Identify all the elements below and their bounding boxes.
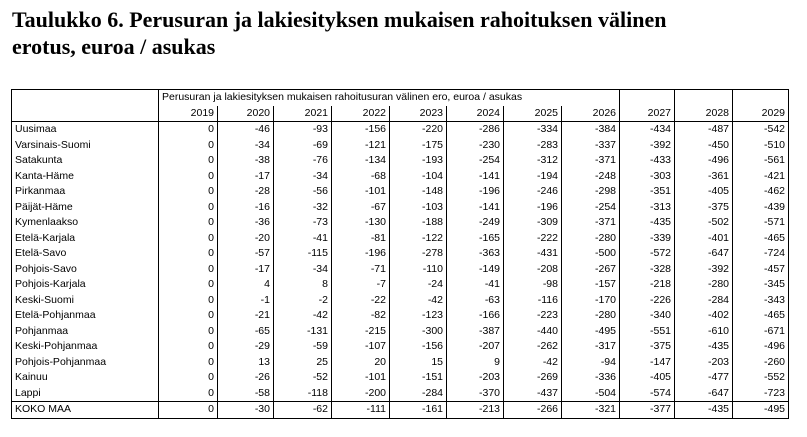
value-cell: -496	[733, 339, 789, 355]
value-cell: -41	[274, 231, 332, 247]
value-cell: -267	[562, 262, 620, 278]
value-cell: -207	[447, 339, 504, 355]
value-cell: -17	[218, 262, 274, 278]
value-cell: 0	[159, 246, 218, 262]
value-cell: -303	[620, 169, 675, 185]
value-cell: -103	[390, 200, 447, 216]
data-table	[11, 89, 789, 419]
caption-blank	[675, 90, 733, 106]
value-cell: -110	[390, 262, 447, 278]
value-cell: -166	[447, 308, 504, 324]
value-cell: -280	[562, 231, 620, 247]
value-cell: -196	[447, 184, 504, 200]
value-cell: -147	[620, 355, 675, 371]
value-cell: -46	[218, 122, 274, 138]
value-cell: -52	[274, 370, 332, 386]
value-cell: -157	[562, 277, 620, 293]
value-cell: -38	[218, 153, 274, 169]
value-cell: -309	[504, 215, 562, 231]
value-cell: 15	[390, 355, 447, 371]
region-name: Pohjanmaa	[12, 324, 159, 340]
value-cell: -2	[274, 293, 332, 309]
table-row	[12, 293, 789, 309]
value-cell: -203	[675, 355, 733, 371]
region-name: Keski-Suomi	[12, 293, 159, 309]
value-cell: -218	[620, 277, 675, 293]
region-name: Etelä-Pohjanmaa	[12, 308, 159, 324]
value-cell: -141	[447, 200, 504, 216]
value-cell: -141	[447, 169, 504, 185]
title-line-1: Taulukko 6. Perusuran ja lakiesityksen mukaisen rahoituksen välinen	[12, 7, 667, 32]
value-cell: -213	[447, 402, 504, 419]
table-row	[12, 200, 789, 216]
value-cell: -254	[562, 200, 620, 216]
value-cell: -196	[332, 246, 390, 262]
region-name: Kainuu	[12, 370, 159, 386]
value-cell: -82	[332, 308, 390, 324]
value-cell: 25	[274, 355, 332, 371]
value-cell: -249	[447, 215, 504, 231]
value-cell: 0	[159, 122, 218, 138]
value-cell: -1	[218, 293, 274, 309]
value-cell: -223	[504, 308, 562, 324]
value-cell: -351	[620, 184, 675, 200]
value-cell: -571	[733, 215, 789, 231]
value-cell: -57	[218, 246, 274, 262]
value-cell: -377	[620, 402, 675, 419]
value-cell: 0	[159, 262, 218, 278]
value-cell: -20	[218, 231, 274, 247]
year-header: 2029	[733, 106, 789, 122]
value-cell: -496	[675, 153, 733, 169]
value-cell: 20	[332, 355, 390, 371]
value-cell: -610	[675, 324, 733, 340]
region-name: Lappi	[12, 386, 159, 402]
value-cell: -370	[447, 386, 504, 402]
value-cell: -371	[562, 215, 620, 231]
value-cell: -116	[504, 293, 562, 309]
region-name: Uusimaa	[12, 122, 159, 138]
value-cell: -34	[218, 138, 274, 154]
value-cell: 0	[159, 169, 218, 185]
value-cell: -450	[675, 138, 733, 154]
value-cell: -434	[620, 122, 675, 138]
value-cell: -334	[504, 122, 562, 138]
value-cell: -405	[675, 184, 733, 200]
value-cell: -300	[390, 324, 447, 340]
value-cell: -266	[504, 402, 562, 419]
value-cell: -230	[447, 138, 504, 154]
year-header: 2026	[562, 106, 620, 122]
value-cell: -220	[390, 122, 447, 138]
table-title	[12, 6, 802, 60]
table-caption: Perusuran ja lakiesityksen mukaisen rahoitusuran välinen ero, euroa / asukas	[159, 90, 620, 106]
value-cell: -284	[390, 386, 447, 402]
value-cell: -175	[390, 138, 447, 154]
value-cell: -215	[332, 324, 390, 340]
value-cell: -62	[274, 402, 332, 419]
region-name: Kanta-Häme	[12, 169, 159, 185]
table-row	[12, 184, 789, 200]
value-cell: -56	[274, 184, 332, 200]
caption-blank	[733, 90, 789, 106]
value-cell: -724	[733, 246, 789, 262]
value-cell: -371	[562, 153, 620, 169]
value-cell: -437	[504, 386, 562, 402]
value-cell: -345	[733, 277, 789, 293]
value-cell: -222	[504, 231, 562, 247]
region-name: Etelä-Karjala	[12, 231, 159, 247]
value-cell: -156	[332, 122, 390, 138]
value-cell: -465	[733, 308, 789, 324]
value-cell: -387	[447, 324, 504, 340]
value-cell: -111	[332, 402, 390, 419]
value-cell: -510	[733, 138, 789, 154]
value-cell: -435	[675, 339, 733, 355]
table-row	[12, 169, 789, 185]
value-cell: 0	[159, 355, 218, 371]
table-row	[12, 277, 789, 293]
value-cell: -313	[620, 200, 675, 216]
year-header-row	[12, 106, 789, 122]
value-cell: -17	[218, 169, 274, 185]
value-cell: -551	[620, 324, 675, 340]
value-cell: -280	[675, 277, 733, 293]
value-cell: -542	[733, 122, 789, 138]
value-cell: 0	[159, 200, 218, 216]
region-name: Varsinais-Suomi	[12, 138, 159, 154]
table-row	[12, 339, 789, 355]
total-row	[12, 402, 789, 419]
value-cell: 0	[159, 324, 218, 340]
value-cell: -283	[504, 138, 562, 154]
value-cell: -435	[620, 215, 675, 231]
value-cell: -284	[675, 293, 733, 309]
value-cell: -500	[562, 246, 620, 262]
value-cell: -67	[332, 200, 390, 216]
value-cell: -440	[504, 324, 562, 340]
value-cell: -156	[390, 339, 447, 355]
value-cell: -101	[332, 184, 390, 200]
value-cell: 9	[447, 355, 504, 371]
value-cell: -421	[733, 169, 789, 185]
value-cell: -495	[733, 402, 789, 419]
value-cell: -42	[504, 355, 562, 371]
value-cell: -477	[675, 370, 733, 386]
region-name: Päijät-Häme	[12, 200, 159, 216]
year-header: 2023	[390, 106, 447, 122]
region-name: Pohjois-Savo	[12, 262, 159, 278]
value-cell: 0	[159, 308, 218, 324]
value-cell: -165	[447, 231, 504, 247]
value-cell: -122	[390, 231, 447, 247]
value-cell: -115	[274, 246, 332, 262]
table-row	[12, 386, 789, 402]
value-cell: -572	[620, 246, 675, 262]
region-name: Pirkanmaa	[12, 184, 159, 200]
value-cell: -561	[733, 153, 789, 169]
table-row	[12, 355, 789, 371]
value-cell: -384	[562, 122, 620, 138]
value-cell: -647	[675, 386, 733, 402]
value-cell: -188	[390, 215, 447, 231]
table-row	[12, 370, 789, 386]
value-cell: -69	[274, 138, 332, 154]
value-cell: -280	[562, 308, 620, 324]
value-cell: -24	[390, 277, 447, 293]
table-row	[12, 138, 789, 154]
value-cell: -321	[562, 402, 620, 419]
value-cell: -59	[274, 339, 332, 355]
value-cell: -343	[733, 293, 789, 309]
caption-row	[12, 90, 789, 106]
value-cell: 0	[159, 184, 218, 200]
region-name: Satakunta	[12, 153, 159, 169]
value-cell: -336	[562, 370, 620, 386]
value-cell: -193	[390, 153, 447, 169]
region-name: Pohjois-Pohjanmaa	[12, 355, 159, 371]
value-cell: -151	[390, 370, 447, 386]
value-cell: -278	[390, 246, 447, 262]
year-header: 2021	[274, 106, 332, 122]
value-cell: -402	[675, 308, 733, 324]
title-line-2: erotus, euroa / asukas	[12, 34, 216, 59]
value-cell: -16	[218, 200, 274, 216]
value-cell: -647	[675, 246, 733, 262]
value-cell: -552	[733, 370, 789, 386]
value-cell: 8	[274, 277, 332, 293]
value-cell: -131	[274, 324, 332, 340]
value-cell: -123	[390, 308, 447, 324]
value-cell: 0	[159, 215, 218, 231]
value-cell: -405	[620, 370, 675, 386]
year-header: 2020	[218, 106, 274, 122]
value-cell: -118	[274, 386, 332, 402]
value-cell: -502	[675, 215, 733, 231]
year-header: 2019	[159, 106, 218, 122]
table-row	[12, 246, 789, 262]
table-row	[12, 215, 789, 231]
value-cell: 13	[218, 355, 274, 371]
year-header: 2024	[447, 106, 504, 122]
value-cell: -134	[332, 153, 390, 169]
value-cell: -94	[562, 355, 620, 371]
value-cell: -487	[675, 122, 733, 138]
value-cell: -392	[620, 138, 675, 154]
value-cell: -71	[332, 262, 390, 278]
value-cell: -203	[447, 370, 504, 386]
value-cell: -248	[562, 169, 620, 185]
value-cell: -457	[733, 262, 789, 278]
value-cell: -170	[562, 293, 620, 309]
value-cell: -401	[675, 231, 733, 247]
table-row	[12, 262, 789, 278]
year-header: 2027	[620, 106, 675, 122]
value-cell: 0	[159, 402, 218, 419]
value-cell: -208	[504, 262, 562, 278]
value-cell: -433	[620, 153, 675, 169]
value-cell: -107	[332, 339, 390, 355]
value-cell: -73	[274, 215, 332, 231]
value-cell: -104	[390, 169, 447, 185]
value-cell: -328	[620, 262, 675, 278]
value-cell: 0	[159, 293, 218, 309]
value-cell: -375	[620, 339, 675, 355]
value-cell: -337	[562, 138, 620, 154]
value-cell: -246	[504, 184, 562, 200]
value-cell: -76	[274, 153, 332, 169]
value-cell: -312	[504, 153, 562, 169]
value-cell: -81	[332, 231, 390, 247]
value-cell: -121	[332, 138, 390, 154]
value-cell: 0	[159, 386, 218, 402]
value-cell: -495	[562, 324, 620, 340]
region-name: Kymenlaakso	[12, 215, 159, 231]
value-cell: -574	[620, 386, 675, 402]
value-cell: -439	[733, 200, 789, 216]
value-cell: -723	[733, 386, 789, 402]
value-cell: -431	[504, 246, 562, 262]
region-name: Keski-Pohjanmaa	[12, 339, 159, 355]
value-cell: -435	[675, 402, 733, 419]
region-name: Pohjois-Karjala	[12, 277, 159, 293]
value-cell: -42	[274, 308, 332, 324]
value-cell: -30	[218, 402, 274, 419]
value-cell: -375	[675, 200, 733, 216]
value-cell: -262	[504, 339, 562, 355]
value-cell: -29	[218, 339, 274, 355]
value-cell: -65	[218, 324, 274, 340]
value-cell: -34	[274, 169, 332, 185]
value-cell: -200	[332, 386, 390, 402]
year-header: 2025	[504, 106, 562, 122]
value-cell: -194	[504, 169, 562, 185]
value-cell: -260	[733, 355, 789, 371]
value-cell: 0	[159, 231, 218, 247]
value-cell: -101	[332, 370, 390, 386]
value-cell: -26	[218, 370, 274, 386]
region-name: Etelä-Savo	[12, 246, 159, 262]
caption-blank	[12, 90, 159, 106]
region-header-blank	[12, 106, 159, 122]
table-row	[12, 231, 789, 247]
value-cell: -361	[675, 169, 733, 185]
table-row	[12, 324, 789, 340]
table-row	[12, 153, 789, 169]
value-cell: -98	[504, 277, 562, 293]
value-cell: -34	[274, 262, 332, 278]
value-cell: -32	[274, 200, 332, 216]
year-header: 2028	[675, 106, 733, 122]
value-cell: -42	[390, 293, 447, 309]
year-header: 2022	[332, 106, 390, 122]
value-cell: -28	[218, 184, 274, 200]
value-cell: 0	[159, 339, 218, 355]
value-cell: 0	[159, 153, 218, 169]
value-cell: -130	[332, 215, 390, 231]
value-cell: -68	[332, 169, 390, 185]
value-cell: -298	[562, 184, 620, 200]
region-name: KOKO MAA	[12, 402, 159, 419]
value-cell: -462	[733, 184, 789, 200]
value-cell: -269	[504, 370, 562, 386]
value-cell: 0	[159, 277, 218, 293]
value-cell: -465	[733, 231, 789, 247]
table-row	[12, 308, 789, 324]
value-cell: -392	[675, 262, 733, 278]
value-cell: -63	[447, 293, 504, 309]
value-cell: -340	[620, 308, 675, 324]
value-cell: -226	[620, 293, 675, 309]
value-cell: 0	[159, 370, 218, 386]
value-cell: -149	[447, 262, 504, 278]
value-cell: -21	[218, 308, 274, 324]
value-cell: -41	[447, 277, 504, 293]
table-row	[12, 122, 789, 138]
value-cell: -286	[447, 122, 504, 138]
value-cell: -148	[390, 184, 447, 200]
value-cell: 0	[159, 138, 218, 154]
value-cell: -317	[562, 339, 620, 355]
value-cell: -161	[390, 402, 447, 419]
value-cell: -196	[504, 200, 562, 216]
value-cell: -22	[332, 293, 390, 309]
value-cell: -363	[447, 246, 504, 262]
value-cell: -339	[620, 231, 675, 247]
value-cell: 4	[218, 277, 274, 293]
value-cell: -671	[733, 324, 789, 340]
value-cell: -36	[218, 215, 274, 231]
value-cell: -93	[274, 122, 332, 138]
value-cell: -504	[562, 386, 620, 402]
value-cell: -254	[447, 153, 504, 169]
value-cell: -58	[218, 386, 274, 402]
caption-blank	[620, 90, 675, 106]
value-cell: -7	[332, 277, 390, 293]
